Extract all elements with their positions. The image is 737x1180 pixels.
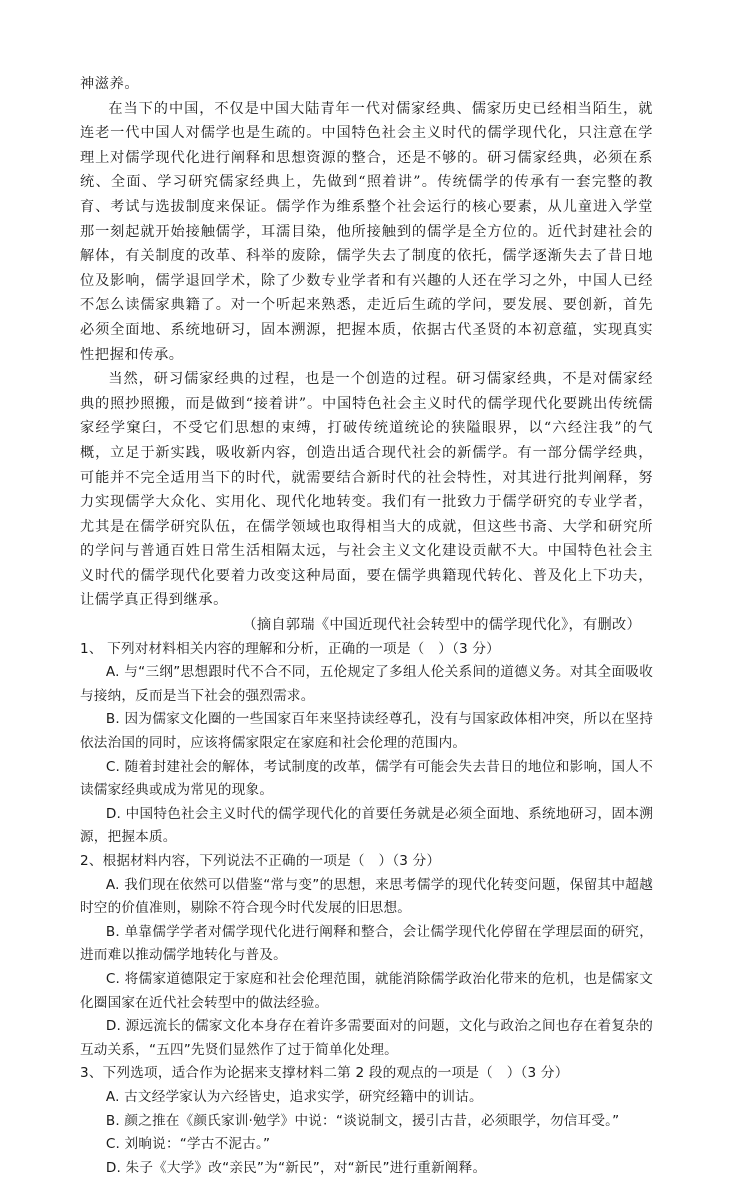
question-1-option-c[interactable]: C. 随着封建社会的解体，考试制度的改革，儒学有可能会失去昔日的地位和影响，国人不读儒家经典或成为常见的现象。 [80,758,653,799]
question-3 [80,1062,653,1180]
question-1-option-a[interactable]: A. 与“三纲”思想跟时代不合不同，五伦规定了多组人伦关系间的道德义务。对其全面吸收与接纳，反而是当下社会的强烈需求。 [80,664,653,704]
question-2-option-a[interactable]: A. 我们现在依然可以借鉴“常与变”的思想，来思考儒学的现代化转变问题，保留其中超越时空的价值准则，剔除不符合现今时代发展的旧思想。 [80,876,653,917]
question-1-option-b[interactable]: B. 因为儒家文化圈的一些国家百年来坚持读经尊孔，没有与国家政体相冲突，所以在坚持依法治国的同时，应该将儒家限定在家庭和社会伦理的范围内。 [80,711,653,752]
question-stem: 2、根据材料内容，下列说法不正确的一项是（ ）（3 分） [80,853,441,869]
passage-paragraph-2: 当然，研习儒家经典的过程，也是一个创造的过程。研习儒家经典，不是对儒家经典的照抄照搬，而是做到“接着讲”。中国特色社会主义时代的儒学现代化要跳出传统儒家经学窠臼，不受它们思想的束缚，打破传统道统论的狭隘眼界，以“六经注我”的气概，立足于新实践，吸收新内容，创造出适合现代社会的新儒学。有一部分儒学经典，可能并不完全适用当下的时代，就需要结合新时代的社会特性，对其进行批判阐释，努力实现儒学大众化、实用化、现代化地转变。我们有一批致力于儒学研究的专业学者，尤其是在儒学研究队伍，在儒学领域也取得相当大的成就，但这些书斋、大学和研究所的学问与普通百姓日常生活相隔太远，与社会主义文化建设贡献不大。中国特色社会主义时代的儒学现代化要着力改变这种局面，要在儒学典籍现代转化、普及化上下功夫，让儒学真正得到继承。 [80,371,653,609]
question-3-option-d[interactable]: D. 朱子《大学》改“亲民”为“新民”，对“新民”进行重新阐释。 [105,1159,487,1176]
passage-paragraph-1: 在当下的中国，不仅是中国大陆青年一代对儒家经典、儒家历史已经相当陌生，就连老一代中国人对儒学也是生疏的。中国特色社会主义时代的儒学现代化，只注意在学理上对儒学现代化进行阐释和思想资源的整合，还是不够的。研习儒家经典，必须在系统、全面、学习研究儒家经典上，先做到“照着讲”。传统儒学的传承有一套完整的教育、考试与选拔制度来保证。儒学作为维系整个社会运行的核心要素，从儿童进入学堂那一刻起就开始接触儒学，耳濡目染，他所接触到的儒学是全方位的。近代封建社会的解体，有关制度的改革、科举的废除，儒学失去了制度的依托，儒学逐渐失去了昔日地位及影响，儒学退回学术，除了少数专业学者和有兴趣的人还在学习之外，中国人已经不怎么读儒家典籍了。对一个听起来熟悉，走近后生疏的学问，要发展、要创新，首先必须全面地、系统地研习，固本溯源，把握本质，依据古代圣贤的本初意蕴，实现真实性把握和传承。 [80,100,653,363]
question-2 [80,850,653,1062]
reading-passage [80,72,653,638]
question-1 [80,638,653,850]
question-2-option-b[interactable]: B. 单靠儒学学者对儒学现代化进行阐释和整合，会让儒学现代化停留在学理层面的研究，进而难以推动儒学地转化与普及。 [80,923,653,964]
question-2-option-d[interactable]: D. 源远流长的儒家文化本身存在着许多需要面对的问题，文化与政治之间也存在着复杂的互动关系，“五四”先贤们显然作了过于简单化处理。 [80,1018,653,1058]
question-2-option-c[interactable]: C. 将儒家道德限定于家庭和社会伦理范围，就能消除儒学政治化带来的危机，也是儒家文化圈国家在近代社会转型中的做法经验。 [80,970,653,1011]
passage-opening-line: 神滋养。 [80,76,140,92]
question-3-option-c[interactable]: C. 刘晌说：“学古不泥古。” [105,1136,271,1153]
question-3-option-a[interactable]: A. 古文经学家认为六经皆史，追求实学，研究经籍中的训诂。 [105,1088,483,1105]
question-3-option-b[interactable]: B. 颜之推在《颜氏家训·勉学》中说：“谈说制文，援引古昔，必须眼学，勿信耳受。” [105,1112,620,1129]
passage-source: （摘自郭瑞《中国近现代社会转型中的儒学现代化》，有删改） [242,617,641,634]
question-stem: 3、下列选项，适合作为论据来支撑材料二第 2 段的观点的一项是（ ）（3 分） [80,1065,569,1082]
question-list [80,638,653,1180]
question-1-option-d[interactable]: D. 中国特色社会主义时代的儒学现代化的首要任务就是必须全面地、系统地研习，固本溯源，把握本质。 [80,805,653,846]
question-stem: 1、 下列对材料相关内容的理解和分析，正确的一项是（ ）（3 分） [80,640,500,657]
